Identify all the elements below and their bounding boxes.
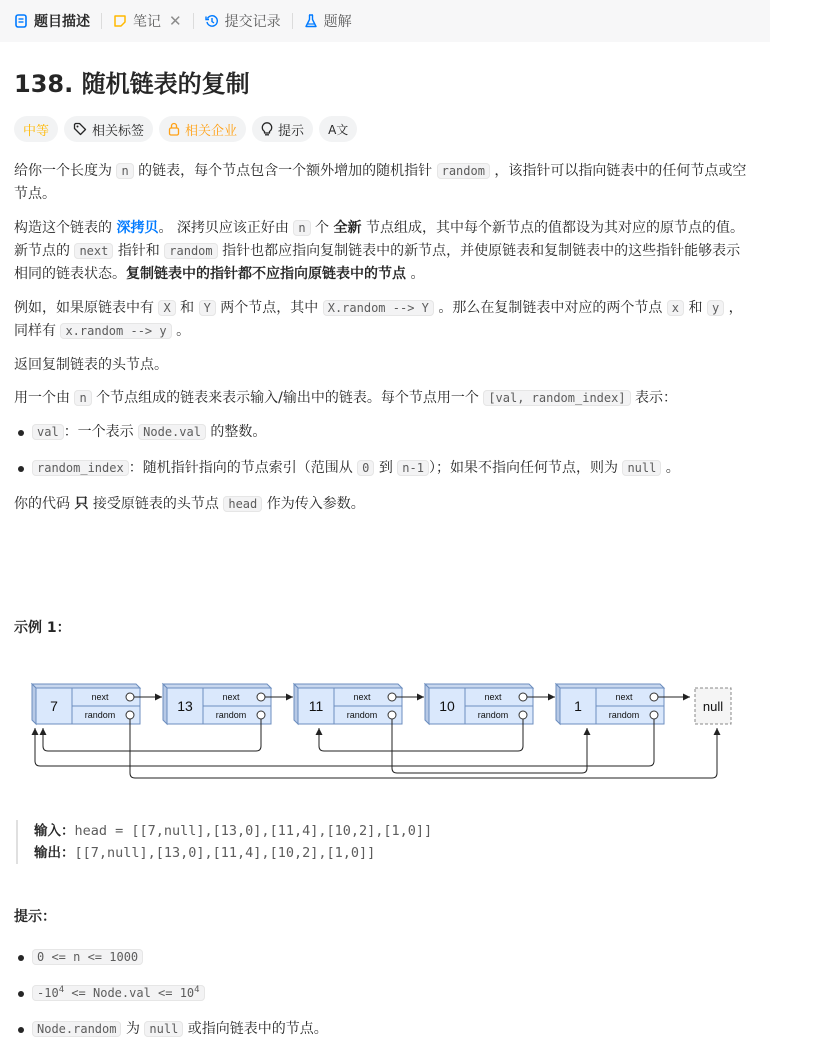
list-item — [14, 421, 754, 444]
node-depth — [32, 684, 36, 724]
output-value: [[7,null],[13,0],[11,4],[10,2],[1,0]] — [74, 845, 376, 861]
difficulty-badge: 中等 — [14, 116, 58, 142]
text: 个 — [315, 220, 330, 236]
description-paragraph — [14, 387, 754, 410]
text: 接受原链表的头节点 — [92, 496, 219, 512]
description-paragraph — [14, 217, 754, 286]
text: 作为传入参数。 — [266, 496, 365, 512]
inline-code: n — [74, 390, 91, 406]
text: 表示： — [635, 390, 678, 406]
inline-code: x — [667, 300, 684, 316]
translate-icon: A文 — [328, 122, 349, 137]
note-icon — [113, 14, 127, 28]
related-companies-label: 相关企业 — [185, 123, 238, 139]
hint-label: 提示 — [278, 123, 305, 139]
null-label: null — [702, 699, 724, 714]
node-depth — [163, 684, 167, 724]
node-value: 10 — [439, 698, 455, 714]
inline-code: val — [32, 424, 64, 440]
inline-code: n — [293, 220, 310, 236]
code-part: <= Node.val <= 10 — [64, 986, 195, 1000]
node-value: 7 — [50, 698, 58, 714]
node-depth — [294, 684, 298, 724]
tag-icon — [73, 122, 87, 136]
text: 给你一个长度为 — [14, 163, 112, 179]
problem-title: 138. 随机链表的复制 — [14, 70, 250, 98]
format-list — [14, 421, 754, 480]
text: ，同样有 — [14, 300, 743, 339]
next-pointer — [650, 693, 658, 701]
text: 指针和 — [117, 243, 160, 259]
text: 和 — [180, 300, 195, 316]
text: 的整数。 — [210, 424, 267, 440]
next-label: next — [484, 692, 502, 702]
linked-list-diagram — [14, 670, 744, 789]
text: 为 — [125, 1021, 140, 1037]
tab-divider — [292, 13, 293, 29]
next-pointer — [388, 693, 396, 701]
list-item — [14, 457, 754, 480]
inline-code: n-1 — [397, 460, 429, 476]
text: 或指向链表中的节点。 — [187, 1021, 328, 1037]
tab-divider — [101, 13, 102, 29]
constraint-item — [14, 946, 754, 969]
inline-code: Y — [199, 300, 216, 316]
inline-code: head — [223, 496, 262, 512]
inline-code — [32, 985, 205, 1001]
text: 。 — [410, 266, 425, 282]
lightbulb-icon — [261, 122, 273, 136]
bold-text: 只 — [74, 496, 89, 512]
node-depth — [556, 684, 664, 688]
superscript: 4 — [194, 985, 200, 995]
tab-submissions-label: 提交记录 — [224, 14, 281, 30]
text: ：随机指针指向的节点索引（范围从 — [128, 460, 353, 476]
description-icon — [14, 14, 28, 28]
tab-divider — [193, 13, 194, 29]
description-paragraph — [14, 160, 754, 206]
description-paragraph — [14, 297, 754, 343]
text: 指针也都应指向复制链表中的新节点，并使原链表和复制链表中的这些指针能够表示相同的链表状态。 — [14, 243, 741, 282]
description-paragraph: 返回复制链表的头节点。 — [14, 357, 168, 373]
example-title: 示例 1： — [14, 620, 71, 636]
translate-button[interactable] — [319, 116, 357, 142]
lock-icon — [168, 122, 180, 136]
inline-code: Node.val — [138, 424, 206, 440]
linked-list-svg — [14, 670, 744, 785]
next-label: next — [91, 692, 109, 702]
random-arrow — [392, 719, 587, 773]
text: 到 — [378, 460, 393, 476]
inline-code: y — [707, 300, 724, 316]
next-pointer — [257, 693, 265, 701]
random-label: random — [215, 710, 247, 720]
node-depth — [32, 684, 140, 688]
random-arrow — [130, 719, 717, 778]
random-pointer — [388, 711, 396, 719]
next-label: next — [615, 692, 633, 702]
inline-code: x.random --> y — [60, 323, 171, 339]
node-value: 1 — [574, 698, 582, 714]
constraint-item — [14, 982, 754, 1005]
problem-description — [14, 160, 754, 527]
inline-code: X — [158, 300, 175, 316]
next-pointer — [519, 693, 527, 701]
next-label: next — [353, 692, 371, 702]
example-output — [34, 842, 432, 864]
text: 。 — [176, 323, 191, 339]
random-pointer — [126, 711, 134, 719]
description-paragraph — [14, 493, 754, 516]
text: 节点组成，其中每个新节点的值都设为其对应的原节点的值。新节点的 — [14, 220, 744, 259]
text: 的链表，每个节点包含一个额外增加的随机指针 — [138, 163, 433, 179]
text: 你的代码 — [14, 496, 70, 512]
node-depth — [294, 684, 402, 688]
random-label: random — [84, 710, 116, 720]
code-part: -10 — [37, 986, 59, 1000]
random-arrow — [35, 719, 654, 766]
inline-code: Node.random — [32, 1021, 121, 1037]
flask-icon — [304, 14, 318, 28]
inline-code: random — [437, 163, 490, 179]
inline-code: null — [622, 460, 661, 476]
random-label: random — [608, 710, 640, 720]
constraint-item — [14, 1018, 754, 1041]
node-value: 13 — [177, 698, 193, 714]
text: 。 — [665, 460, 680, 476]
random-pointer — [650, 711, 658, 719]
next-label: next — [222, 692, 240, 702]
inline-code: [val, random_index] — [483, 390, 630, 406]
tab-notes-label: 笔记 — [133, 14, 161, 30]
tab-notes[interactable] — [109, 0, 186, 42]
history-icon — [205, 14, 219, 28]
input-value: head = [[7,null],[13,0],[11,4],[10,2],[1,0]] — [74, 823, 433, 839]
random-pointer — [519, 711, 527, 719]
related-tags-button[interactable] — [64, 116, 153, 142]
next-pointer — [126, 693, 134, 701]
tab-description-label: 题目描述 — [34, 14, 90, 30]
tag-row — [14, 116, 357, 142]
inline-code: X.random --> Y — [323, 300, 434, 316]
bold-text: 全新 — [333, 220, 362, 236]
tab-description[interactable] — [10, 0, 94, 42]
text: ，该指针可以指向链表中的任何节点或空节点。 — [14, 163, 747, 202]
bold-text: 复制链表中的指针都不应指向原链表中的节点 — [126, 266, 406, 282]
inline-code: random_index — [32, 460, 129, 476]
text: 个节点组成的链表来表示输入/输出中的链表。每个节点用一个 — [96, 390, 479, 406]
close-icon[interactable]: ✕ — [169, 12, 182, 30]
node-depth — [425, 684, 429, 724]
hint-button[interactable] — [252, 116, 313, 142]
output-label: 输出： — [34, 845, 75, 861]
node-value: 11 — [308, 698, 324, 714]
inline-code: 0 <= n <= 1000 — [32, 949, 143, 965]
text: 用一个由 — [14, 390, 70, 406]
node-depth — [425, 684, 533, 688]
text: 和 — [688, 300, 703, 316]
example-input — [34, 820, 432, 842]
tab-solutions-label: 题解 — [323, 14, 352, 30]
node-depth — [163, 684, 271, 688]
tab-bar — [0, 0, 770, 42]
text: 。 深拷贝应该正好由 — [158, 220, 289, 236]
constraints-title: 提示： — [14, 909, 56, 925]
text: 例如，如果原链表中有 — [14, 300, 154, 316]
text: ）；如果不指向任何节点，则为 — [428, 460, 618, 476]
input-label: 输入： — [34, 823, 75, 839]
tab-solutions[interactable] — [300, 0, 356, 42]
node-depth — [556, 684, 560, 724]
text: 构造这个链表的 — [14, 220, 112, 236]
deep-copy-link[interactable]: 深拷贝 — [116, 220, 159, 236]
text: ：一个表示 — [63, 424, 134, 440]
inline-code: next — [74, 243, 113, 259]
random-label: random — [346, 710, 378, 720]
superscript: 4 — [58, 985, 65, 995]
example-io — [16, 820, 432, 864]
random-pointer — [257, 711, 265, 719]
related-companies-button[interactable] — [159, 116, 246, 142]
constraints-list — [14, 946, 754, 1054]
inline-code: random — [164, 243, 217, 259]
text: 两个节点，其中 — [220, 300, 319, 316]
inline-code: n — [116, 163, 133, 179]
text: 。那么在复制链表中对应的两个节点 — [438, 300, 663, 316]
inline-code: null — [144, 1021, 183, 1037]
random-label: random — [477, 710, 509, 720]
tab-submissions[interactable] — [201, 0, 285, 42]
inline-code: 0 — [357, 460, 374, 476]
related-tags-label: 相关标签 — [92, 123, 145, 139]
